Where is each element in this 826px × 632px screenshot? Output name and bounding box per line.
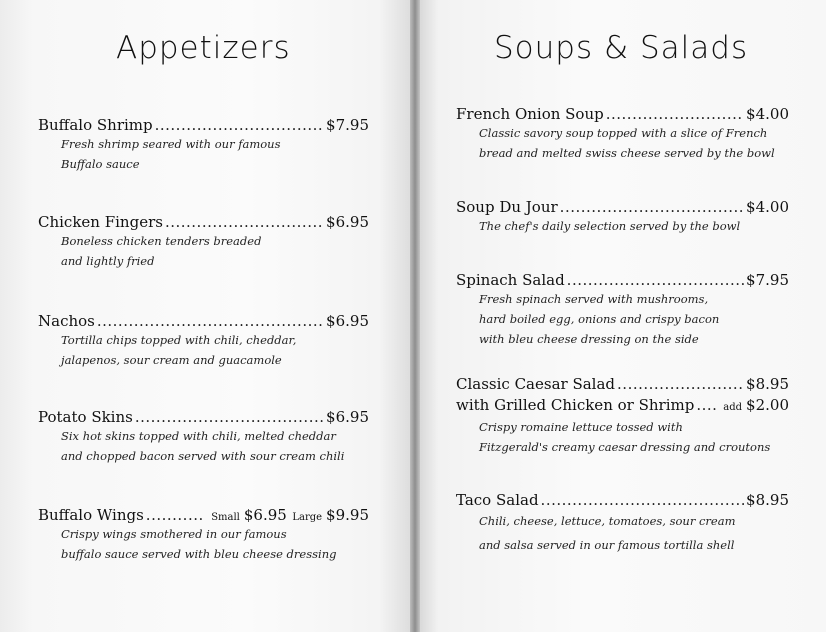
large-size-label: Large (292, 512, 323, 523)
item-name: Taco Salad (456, 491, 539, 509)
item-description: Boneless chicken tenders breaded and lightly fried (61, 234, 262, 268)
small-price: $6.95 (243, 506, 287, 524)
dot-leader (165, 213, 324, 231)
menu-item (456, 271, 789, 349)
dot-leader (560, 198, 744, 216)
soups-salads-heading: Soups & Salads (494, 30, 749, 66)
item-description: Classic savory soup topped with a slice of French bread and melted swiss cheese served by the bowl (479, 126, 775, 160)
menu-item (38, 506, 369, 564)
item-name: French Onion Soup (456, 105, 604, 123)
menu-item (456, 105, 789, 163)
dot-leader (617, 375, 744, 393)
dot-leader (606, 105, 744, 123)
addon-name: with Grilled Chicken or Shrimp (456, 396, 695, 414)
item-price: $7.95 (746, 271, 789, 289)
item-description: Chili, cheese, lettuce, tomatoes, sour cream and salsa served in our famous tortilla shell (479, 514, 736, 552)
dot-leader (696, 396, 717, 414)
item-name: Potato Skins (38, 408, 133, 426)
dot-leader (567, 271, 744, 289)
item-name: Classic Caesar Salad (456, 375, 616, 393)
item-description: Crispy wings smothered in our famous buffalo sauce served with bleu cheese dressing (61, 527, 337, 561)
item-price: $7.95 (326, 116, 369, 134)
menu-item (456, 375, 789, 457)
menu-item (456, 491, 789, 557)
addon-label: add (723, 402, 743, 413)
item-description: Tortilla chips topped with chili, cheddar, jalapenos, sour cream and guacamole (61, 333, 297, 367)
item-price: $8.95 (746, 375, 789, 393)
menu-item (38, 408, 369, 466)
item-price: $4.00 (746, 198, 789, 216)
appetizers-heading: Appetizers (116, 30, 291, 66)
item-price: $6.95 (326, 408, 369, 426)
item-description: Six hot skins topped with chili, melted cheddar and chopped bacon served with sour cream chili (61, 429, 345, 463)
menu-item (456, 198, 789, 236)
item-price: $8.95 (746, 491, 789, 509)
item-description: Crispy romaine lettuce tossed with Fitzgerald's creamy caesar dressing and croutons (479, 420, 771, 454)
item-name: Buffalo Shrimp (38, 116, 153, 134)
small-size-label: Small (211, 512, 240, 523)
menu-item (38, 213, 369, 271)
item-name: Chicken Fingers (38, 213, 163, 231)
item-description: The chef's daily selection served by the bowl (479, 219, 741, 233)
menu-item (38, 312, 369, 370)
item-name: Buffalo Wings (38, 506, 144, 524)
large-price: $9.95 (326, 506, 369, 524)
item-price: $4.00 (746, 105, 789, 123)
dot-leader (97, 312, 324, 330)
item-description: Fresh shrimp seared with our famous Buffalo sauce (61, 137, 281, 171)
menu-item (38, 116, 369, 174)
menu-spine (410, 0, 420, 632)
item-price: $6.95 (326, 312, 369, 330)
addon-price: $2.00 (746, 396, 789, 414)
item-price: $6.95 (326, 213, 369, 231)
dot-leader (146, 506, 205, 524)
dot-leader (135, 408, 324, 426)
dot-leader (155, 116, 324, 134)
item-name: Spinach Salad (456, 271, 565, 289)
item-name: Nachos (38, 312, 95, 330)
dot-leader (541, 491, 745, 509)
item-description: Fresh spinach served with mushrooms, hard boiled egg, onions and crispy bacon with bleu cheese dressing on the side (479, 292, 720, 346)
item-name: Soup Du Jour (456, 198, 558, 216)
